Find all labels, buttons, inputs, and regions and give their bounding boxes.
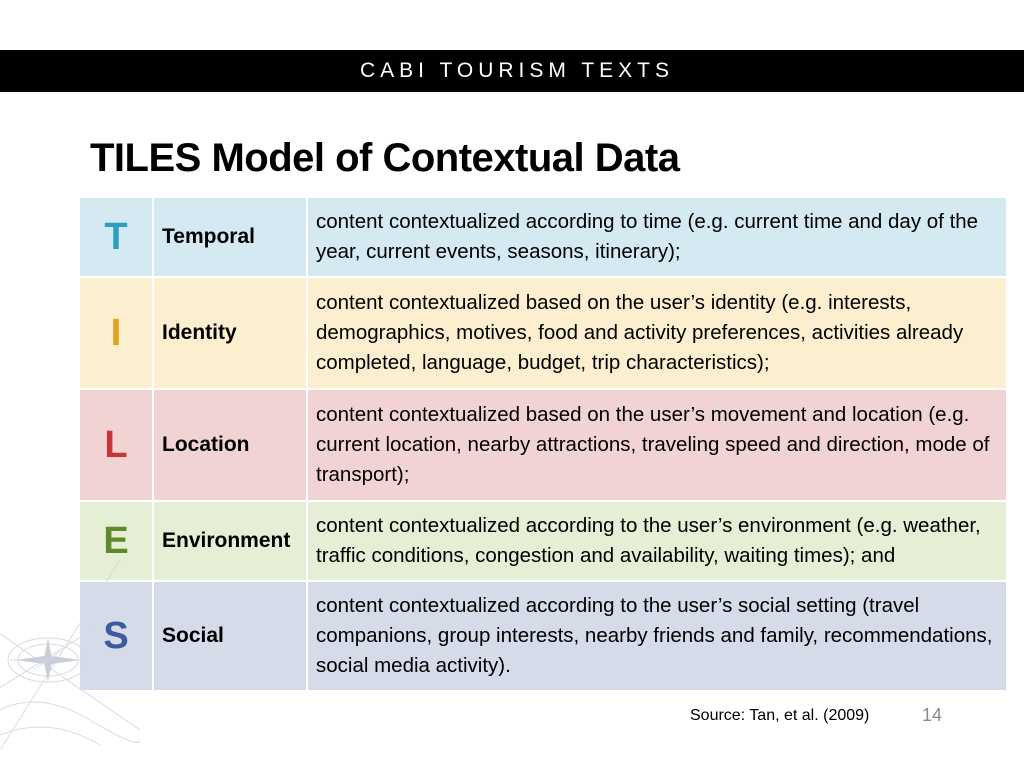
table-row-social — [80, 582, 1006, 692]
header-banner: CABI TOURISM TEXTS — [0, 50, 1024, 92]
tiles-table — [80, 198, 1006, 692]
row-letter: S — [80, 582, 154, 692]
row-description: content contextualized according to the user’s environment (e.g. weather, traffic conditions, congestion and availability, waiting times); and — [308, 502, 1006, 582]
row-description: content contextualized based on the user’s movement and location (e.g. current location, nearby attractions, traveling speed and direction, mode of transport); — [308, 390, 1006, 502]
row-letter: L — [80, 390, 154, 502]
source-citation: Source: Tan, et al. (2009) — [690, 707, 870, 724]
table-row-environment — [80, 502, 1006, 582]
row-description: content contextualized according to the user’s social setting (travel companions, group interests, nearby friends and family, recommendations, social media activity). — [308, 582, 1006, 692]
row-name: Temporal — [154, 198, 308, 278]
table-row-identity — [80, 278, 1006, 390]
compass-rose-icon — [0, 560, 140, 768]
row-name: Identity — [154, 278, 308, 390]
row-letter: I — [80, 278, 154, 390]
row-letter: T — [80, 198, 154, 278]
row-name: Location — [154, 390, 308, 502]
table-row-location — [80, 390, 1006, 502]
page-number: 14 — [922, 705, 943, 725]
row-description: content contextualized based on the user’s identity (e.g. interests, demographics, motives, food and activity preferences, activities already completed, language, budget, trip characteristics); — [308, 278, 1006, 390]
slide-title: TILES Model of Contextual Data — [90, 136, 680, 180]
row-name: Environment — [154, 502, 308, 582]
row-description: content contextualized according to time (e.g. current time and day of the year, current events, seasons, itinerary); — [308, 198, 1006, 278]
row-name: Social — [154, 582, 308, 692]
table-row-temporal — [80, 198, 1006, 278]
row-letter: E — [80, 502, 154, 582]
